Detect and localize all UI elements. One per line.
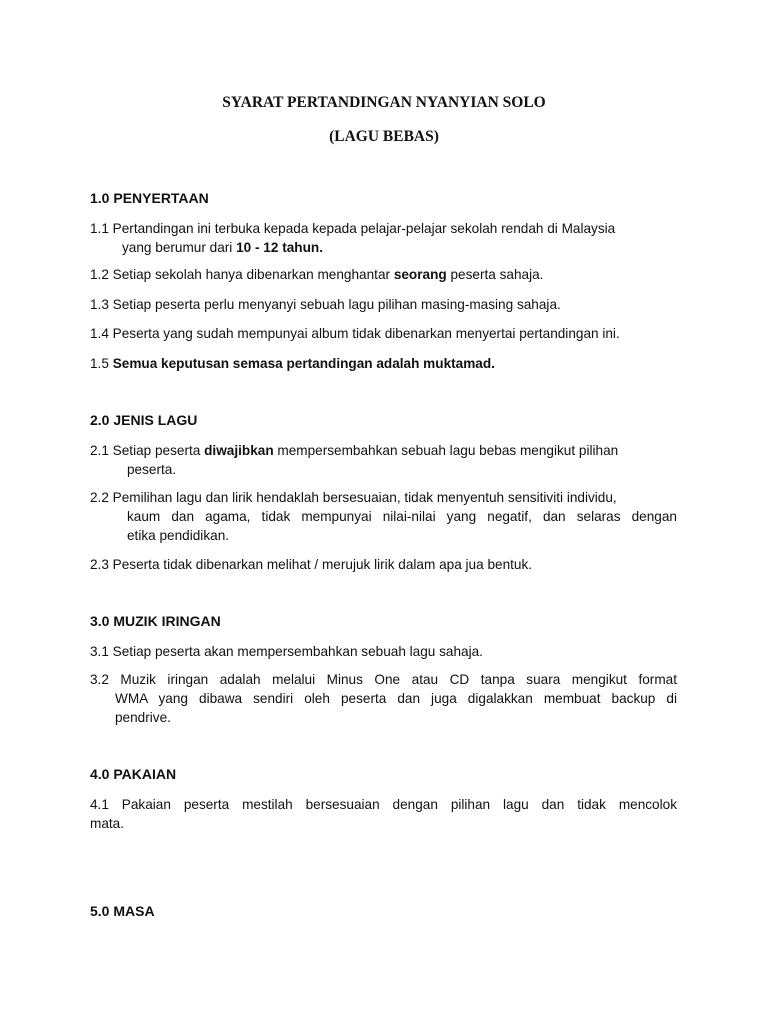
section-heading-jenis-lagu: 2.0 JENIS LAGU	[90, 412, 198, 428]
rule-1-4: 1.4 Peserta yang sudah mempunyai album tidak dibenarkan menyertai pertandingan ini.	[90, 326, 620, 341]
rule-2-1-bold: diwajibkan	[204, 443, 274, 458]
rule-3-2-line-1: 3.2 Muzik iringan adalah melalui Minus One atau CD tanpa suara mengikut format	[90, 672, 677, 687]
rule-2-2	[90, 488, 677, 545]
rule-3-2-line-2: WMA yang dibawa sendiri oleh peserta dan juga digalakkan membuat backup di	[115, 691, 677, 706]
rule-4-1	[90, 795, 677, 833]
rule-3-2	[90, 670, 677, 727]
section-heading-penyertaan: 1.0 PENYERTAAN	[90, 190, 209, 206]
rule-1-1-line-2	[90, 238, 677, 257]
rule-1-2	[90, 265, 677, 284]
rule-2-2-line-3: etika pendidikan.	[127, 528, 230, 543]
rule-1-2-bold: seorang	[393, 267, 447, 282]
rule-1-1	[90, 219, 677, 257]
rule-1-1-line-1: 1.1 Pertandingan ini terbuka kepada kepada pelajar-pelajar sekolah rendah di Malaysia	[90, 221, 616, 236]
rule-1-2-text-c: peserta sahaja.	[446, 267, 544, 282]
rule-1-5-number: 1.5	[90, 356, 113, 371]
rule-1-1-age: 10 - 12 tahun.	[236, 240, 323, 255]
rule-2-1-text-a: 2.1 Setiap peserta	[90, 443, 205, 458]
rule-4-1-line-1: 4.1 Pakaian peserta mestilah bersesuaian dengan pilihan lagu dan tidak mencolok	[90, 797, 677, 812]
rule-1-1-text: yang berumur dari	[122, 240, 237, 255]
document-subtitle: (LAGU BEBAS)	[329, 128, 439, 145]
rule-1-5	[90, 354, 677, 373]
rule-3-1: 3.1 Setiap peserta akan mempersembahkan sebuah lagu sahaja.	[90, 644, 483, 659]
rule-2-2-line-2: kaum dan agama, tidak mempunyai nilai-nilai yang negatif, dan selaras dengan	[127, 509, 677, 524]
rule-4-1-line-2: mata.	[90, 816, 124, 831]
rule-1-2-text-a: 1.2 Setiap sekolah hanya dibenarkan menghantar	[90, 267, 394, 282]
rule-2-1-text-c: mempersembahkan sebuah lagu bebas mengikut pilihan	[273, 443, 619, 458]
section-heading-muzik-iringan: 3.0 MUZIK IRINGAN	[90, 613, 221, 629]
rule-2-1-line-2: peserta.	[127, 462, 177, 477]
rule-1-5-bold: Semua keputusan semasa pertandingan adalah muktamad.	[112, 356, 495, 371]
rule-1-3: 1.3 Setiap peserta perlu menyanyi sebuah lagu pilihan masing-masing sahaja.	[90, 297, 561, 312]
section-heading-masa: 5.0 MASA	[90, 903, 155, 919]
rule-2-3: 2.3 Peserta tidak dibenarkan melihat / merujuk lirik dalam apa jua bentuk.	[90, 557, 533, 572]
document-title: SYARAT PERTANDINGAN NYANYIAN SOLO	[222, 94, 546, 111]
rule-2-1-line-1	[90, 441, 677, 460]
section-heading-pakaian: 4.0 PAKAIAN	[90, 766, 177, 782]
rule-3-2-line-3: pendrive.	[115, 710, 171, 725]
rule-2-1	[90, 441, 677, 479]
rule-2-2-line-1: 2.2 Pemilihan lagu dan lirik hendaklah bersesuaian, tidak menyentuh sensitiviti individu,	[90, 490, 617, 505]
